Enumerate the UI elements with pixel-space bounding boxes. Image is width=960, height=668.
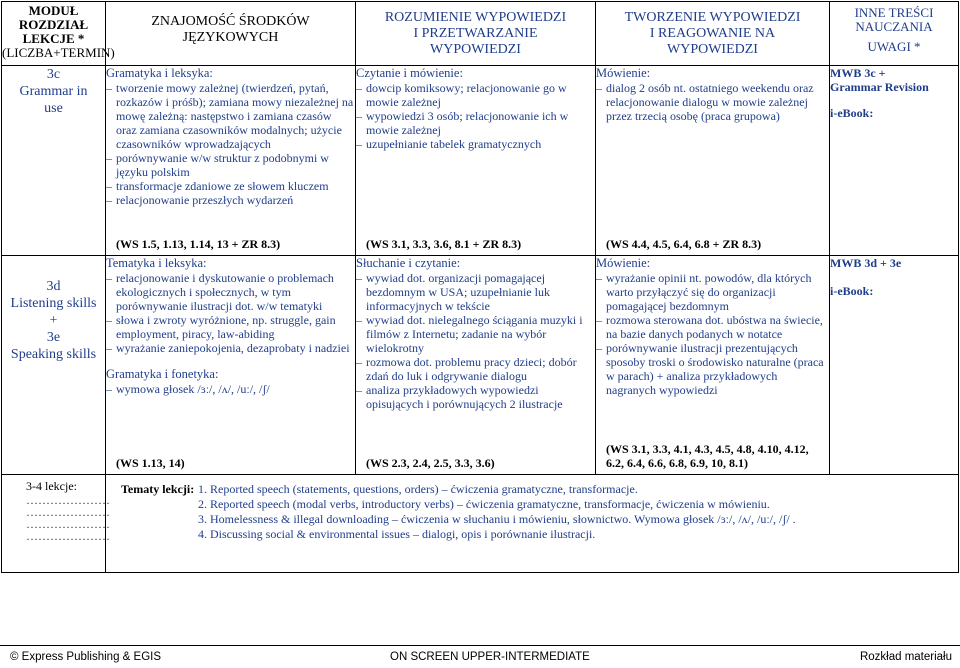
dotted-line: ………………… xyxy=(26,529,110,543)
header-line: ZNAJOMOŚĆ ŚRODKÓW xyxy=(151,14,310,29)
list-item: – wywiad dot. nielegalnego ściągania muzyki i filmów z Internetu; zadanie na wybór wielokrotny xyxy=(356,313,595,355)
list-item: – analiza przykładowych wypowiedzi opisujących i porównujących 2 ilustracje xyxy=(356,383,595,411)
notes-line: MWB 3d + 3e xyxy=(830,256,902,270)
list-item: – uzupełnianie tabelek gramatycznych xyxy=(356,137,595,151)
module-code: 3d xyxy=(46,279,61,294)
lesson-topics-cell xyxy=(106,475,959,573)
notes-line: MWB 3c + xyxy=(830,66,886,80)
lesson-plan-table xyxy=(1,1,959,573)
list-item: – wywiad dot. organizacji pomagającej bezdomnym w USA; uzupełnianie luk informacyjnych w tekście xyxy=(356,271,595,313)
understanding-cell xyxy=(356,256,596,475)
production-cell xyxy=(596,66,830,256)
header-line: WYPOWIEDZI xyxy=(667,42,758,57)
list-item: – rozmowa dot. problemu pracy dzieci; dobór zdań do luk i odgrywanie dialogu xyxy=(356,355,595,383)
module-cell xyxy=(2,256,106,475)
lesson-row-3d-3e xyxy=(2,256,959,475)
curriculum-refs: (WS 1.13, 14) xyxy=(116,456,185,470)
header-row xyxy=(2,2,959,66)
notes-line: Grammar Revision xyxy=(830,80,929,94)
curriculum-refs: (WS 3.1, 3.3, 4.1, 4.3, 4.5, 4.8, 4.10, 4.12, 6.2, 6.4, 6.6, 6.8, 6.9, 10, 8.1) xyxy=(606,442,809,470)
list-item: – transformacje zdaniowe ze słowem kluczem xyxy=(106,179,355,193)
production-cell xyxy=(596,256,830,475)
header-language-means xyxy=(106,2,356,66)
section-title: Czytanie i mówienie: xyxy=(356,66,463,80)
other-cell xyxy=(830,66,959,256)
list-item: – wyrażanie zaniepokojenia, dezaprobaty i nadziei xyxy=(106,341,355,355)
module-title-line: Grammar in xyxy=(19,84,88,99)
module-cell xyxy=(2,66,106,256)
curriculum-refs: (WS 4.4, 4.5, 6.4, 6.8 + ZR 8.3) xyxy=(606,237,762,251)
module-title-line: Listening skills xyxy=(10,296,97,311)
list-item: – dialog 2 osób nt. ostatniego weekendu oraz relacjonowanie dialogu w mowie zależnej przez trzecią osobę (praca grupowa) xyxy=(596,81,829,123)
module-title-line: use xyxy=(44,101,63,116)
list-item: – wypowiedzi 3 osób; relacjonowanie ich w mowie zależnej xyxy=(356,109,595,137)
header-line: I PRZETWARZANIE xyxy=(413,26,538,41)
list-item: – porównywanie w/w struktur z podobnymi w języku polskim xyxy=(106,151,355,179)
section-title: Mówienie: xyxy=(596,66,651,80)
lessons-row xyxy=(2,475,959,573)
understanding-cell xyxy=(356,66,596,256)
module-title-line: + xyxy=(49,313,58,328)
footer-doc-title: Rozkład materiału xyxy=(859,651,952,663)
lesson-row-3c xyxy=(2,66,959,256)
lesson-topic: 2. Reported speech (modal verbs, introductory verbs) – ćwiczenia gramatyczne, transformacje, ćwiczenia w mówieniu. xyxy=(198,497,770,511)
footer-course-title: ON SCREEN UPPER-INTERMEDIATE xyxy=(390,651,590,663)
language-means-cell xyxy=(106,66,356,256)
ebook-label: i-eBook: xyxy=(830,284,874,298)
section-title: Słuchanie i czytanie: xyxy=(356,256,461,270)
list-item: – tworzenie mowy zależnej (twierdzeń, pytań, rozkazów i próśb); zamiana mowy niezależnej na mowę zależną: następstwo i zamiana czasów oraz zamiana czasowników modalnych; użycie czasowników wprowadzających xyxy=(106,81,355,151)
list-item: – relacjonowanie i dyskutowanie o problemach ekologicznych i społecznych, w tym porównywanie ilustracji dot. w/w tematyki xyxy=(106,271,355,313)
header-line: ROZUMIENIE WYPOWIEDZI xyxy=(384,10,567,25)
header-module xyxy=(2,2,115,66)
ebook-label: i-eBook: xyxy=(830,106,874,120)
section-title: Tematyka i leksyka: xyxy=(106,256,207,270)
dotted-line: ………………… xyxy=(26,505,110,519)
footer-copyright: © Express Publishing & EGIS xyxy=(10,651,162,663)
section-title: Gramatyka i fonetyka: xyxy=(106,367,219,381)
header-line: JĘZYKOWYCH xyxy=(182,30,279,45)
lesson-topic: 4. Discussing social & environmental issues – dialogi, opis i porównanie ilustracji. xyxy=(198,527,596,541)
list-item: – słowa i zwroty wyróżnione, np. struggle, gain employment, piracy, law-abiding xyxy=(106,313,355,341)
lesson-topics-label: Tematy lekcji: xyxy=(121,482,195,496)
header-production xyxy=(596,2,830,66)
list-item: – relacjonowanie przeszłych wydarzeń xyxy=(106,193,355,207)
lesson-topic: 1. Reported speech (statements, questions, orders) – ćwiczenia gramatyczne, transformacje. xyxy=(198,482,638,496)
section-title: Mówienie: xyxy=(596,256,651,270)
header-notes: UWAGI * xyxy=(867,39,921,54)
lesson-topic: 3. Homelessness & illegal downloading – ćwiczenia w słuchaniu i mówieniu, słownictwo. Wymowa głosek /ɜː/, /ʌ/, /uː/, /ʃ/ . xyxy=(198,512,796,526)
header-line: NAUCZANIA xyxy=(855,19,933,34)
dotted-line: ………………… xyxy=(26,493,110,507)
header-line: I REAGOWANIE NA xyxy=(649,26,776,41)
header-module-line: MODUŁ xyxy=(28,3,79,18)
header-line: INNE TREŚCI xyxy=(854,5,934,20)
module-code: 3c xyxy=(46,67,61,82)
curriculum-refs: (WS 2.3, 2.4, 2.5, 3.3, 3.6) xyxy=(366,456,495,470)
list-item: – rozmowa sterowana dot. ubóstwa na świecie, na bazie danych podanych w notatce xyxy=(596,313,829,341)
header-module-line: LEKCJE * xyxy=(22,31,85,46)
page-footer xyxy=(0,645,960,668)
header-line: TWORZENIE WYPOWIEDZI xyxy=(624,10,801,25)
other-cell xyxy=(830,256,959,475)
list-item: – dowcip komiksowy; relacjonowanie go w mowie zależnej xyxy=(356,81,595,109)
header-other xyxy=(830,2,959,66)
curriculum-refs: (WS 3.1, 3.3, 3.6, 8.1 + ZR 8.3) xyxy=(366,237,522,251)
lessons-count-cell xyxy=(2,475,110,573)
list-item: – wymowa głosek /ɜː/, /ʌ/, /uː/, /ʃ/ xyxy=(106,382,355,396)
list-item: – wyrażanie opinii nt. powodów, dla których warto przyłączyć się do organizacji pomagającej bezdomnym xyxy=(596,271,829,313)
dotted-line: ………………… xyxy=(26,517,110,531)
header-module-line: ROZDZIAŁ xyxy=(18,17,89,32)
module-code: 3e xyxy=(46,330,61,345)
language-means-cell xyxy=(106,256,356,475)
module-title-line: Speaking skills xyxy=(10,347,97,362)
curriculum-refs: (WS 1.5, 1.13, 1.14, 13 + ZR 8.3) xyxy=(116,237,281,251)
section-title: Gramatyka i leksyka: xyxy=(106,66,213,80)
header-understanding xyxy=(356,2,596,66)
lessons-count-label: 3-4 lekcje: xyxy=(26,479,77,493)
list-item: – porównywanie ilustracji prezentujących sposoby troski o środowisko naturalne (praca w parach) + analiza przykładowych nagranych wypowiedzi xyxy=(596,341,829,397)
header-line: WYPOWIEDZI xyxy=(430,42,521,57)
header-module-line: (LICZBA+TERMIN) xyxy=(2,45,115,60)
